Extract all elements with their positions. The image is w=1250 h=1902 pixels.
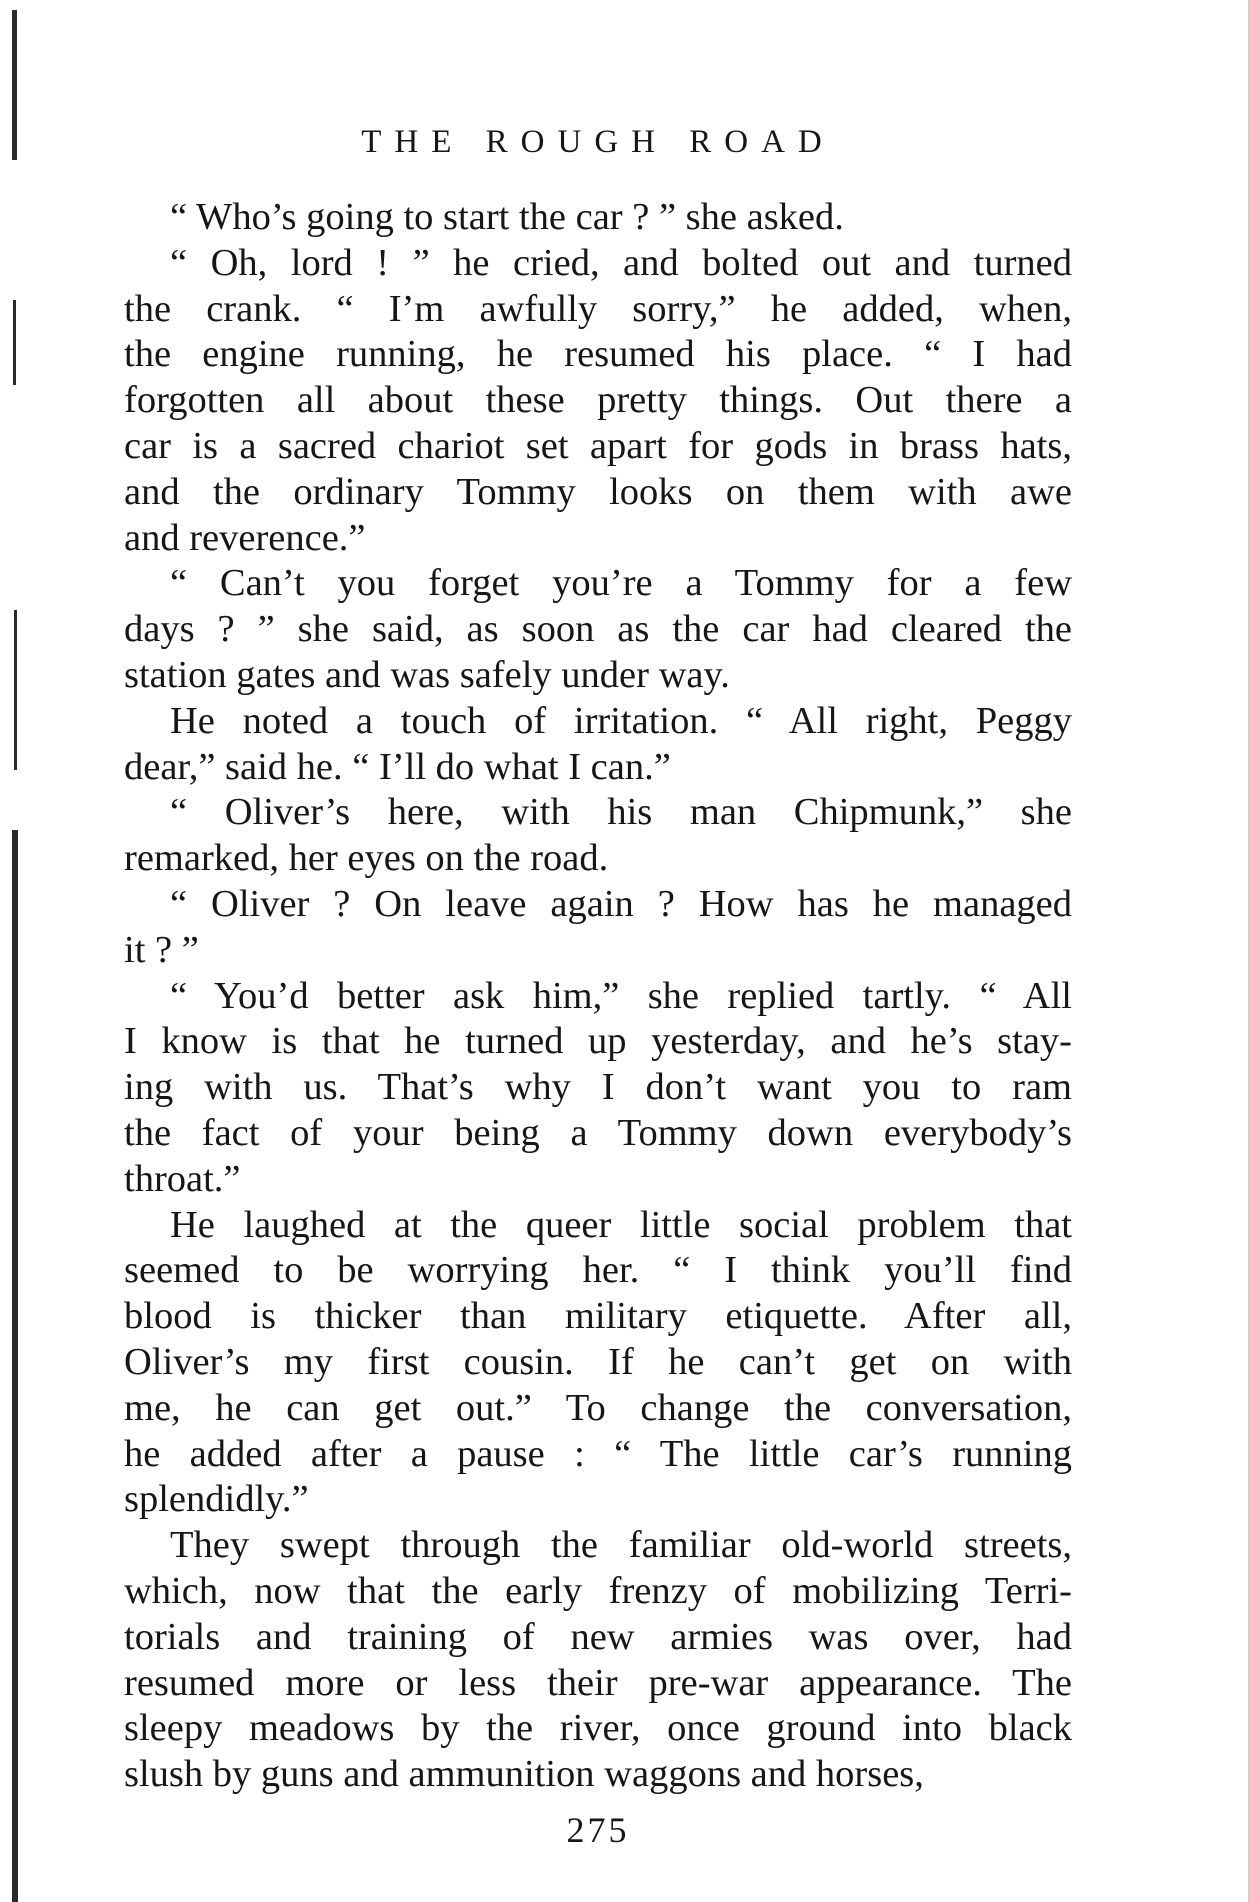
- text-line: throat.”: [124, 1157, 241, 1200]
- paragraph: [124, 561, 1072, 698]
- running-header: THE ROUGH ROAD: [361, 124, 835, 160]
- scan-mark: [13, 300, 16, 385]
- text-line: remarked, her eyes on the road.: [124, 837, 609, 880]
- text-line: “ Oh, lord ! ” he cried, and bolted out and turned: [170, 241, 1072, 284]
- paragraph: [124, 699, 1072, 791]
- text-line: “ Oliver ? On leave again ? How has he managed: [170, 882, 1072, 925]
- paragraph: [124, 790, 1072, 882]
- paragraph: [124, 1523, 1072, 1798]
- text-line: “ Oliver’s here, with his man Chipmunk,” she: [170, 791, 1072, 834]
- scan-binding-edge: [0, 0, 28, 1902]
- text-line: it ? ”: [124, 928, 199, 971]
- text-line: sleepy meadows by the river, once ground into black: [124, 1707, 1072, 1750]
- text-line: blood is thicker than military etiquette. After all,: [124, 1295, 1072, 1338]
- text-line: slush by guns and ammunition waggons and horses,: [124, 1753, 924, 1796]
- text-line: resumed more or less their pre-war appearance. The: [124, 1661, 1072, 1704]
- text-line: forgotten all about these pretty things. Out there a: [124, 379, 1072, 422]
- text-line: the crank. “ I’m awfully sorry,” he added, when,: [124, 287, 1072, 330]
- text-line: me, he can get out.” To change the conversation,: [124, 1386, 1072, 1429]
- text-line: Oliver’s my first cousin. If he can’t get on with: [124, 1340, 1072, 1383]
- paragraph: [124, 1203, 1072, 1524]
- text-line: I know is that he turned up yesterday, and he’s stay-: [124, 1020, 1072, 1063]
- paragraph: [124, 241, 1072, 562]
- text-line: and the ordinary Tommy looks on them with awe: [124, 470, 1072, 513]
- text-line: “ Can’t you forget you’re a Tommy for a few: [170, 562, 1072, 605]
- paragraph: [124, 195, 1072, 241]
- text-line: the fact of your being a Tommy down everybody’s: [124, 1111, 1072, 1154]
- text-line: car is a sacred chariot set apart for gods in brass hats,: [124, 424, 1072, 467]
- text-line: They swept through the familiar old-world streets,: [170, 1524, 1072, 1567]
- text-line: torials and training of new armies was over, had: [124, 1615, 1072, 1658]
- text-line: dear,” said he. “ I’ll do what I can.”: [124, 745, 671, 788]
- text-line: days ? ” she said, as soon as the car had cleared the: [124, 608, 1072, 651]
- paragraph: [124, 974, 1072, 1203]
- text-line: seemed to be worrying her. “ I think you’ll find: [124, 1249, 1072, 1292]
- text-line: station gates and was safely under way.: [124, 653, 730, 696]
- text-line: he added after a pause : “ The little car’s running: [124, 1432, 1072, 1475]
- scan-mark: [14, 610, 17, 770]
- scan-mark: [12, 10, 17, 160]
- scan-mark: [12, 830, 18, 1902]
- text-line: “ You’d better ask him,” she replied tartly. “ All: [170, 974, 1072, 1017]
- text-line: splendidly.”: [124, 1478, 309, 1521]
- body-text: [124, 195, 1072, 1798]
- text-line: and reverence.”: [124, 516, 366, 559]
- paragraph: [124, 882, 1072, 974]
- text-line: He noted a touch of irritation. “ All right, Peggy: [170, 699, 1072, 742]
- text-line: He laughed at the queer little social problem that: [170, 1203, 1072, 1246]
- page-number: 275: [566, 1810, 630, 1850]
- text-line: ing with us. That’s why I don’t want you to ram: [124, 1066, 1072, 1109]
- text-line: “ Who’s going to start the car ? ” she asked.: [170, 196, 844, 238]
- text-line: which, now that the early frenzy of mobilizing Terri-: [124, 1569, 1072, 1612]
- text-line: the engine running, he resumed his place. “ I had: [124, 333, 1072, 376]
